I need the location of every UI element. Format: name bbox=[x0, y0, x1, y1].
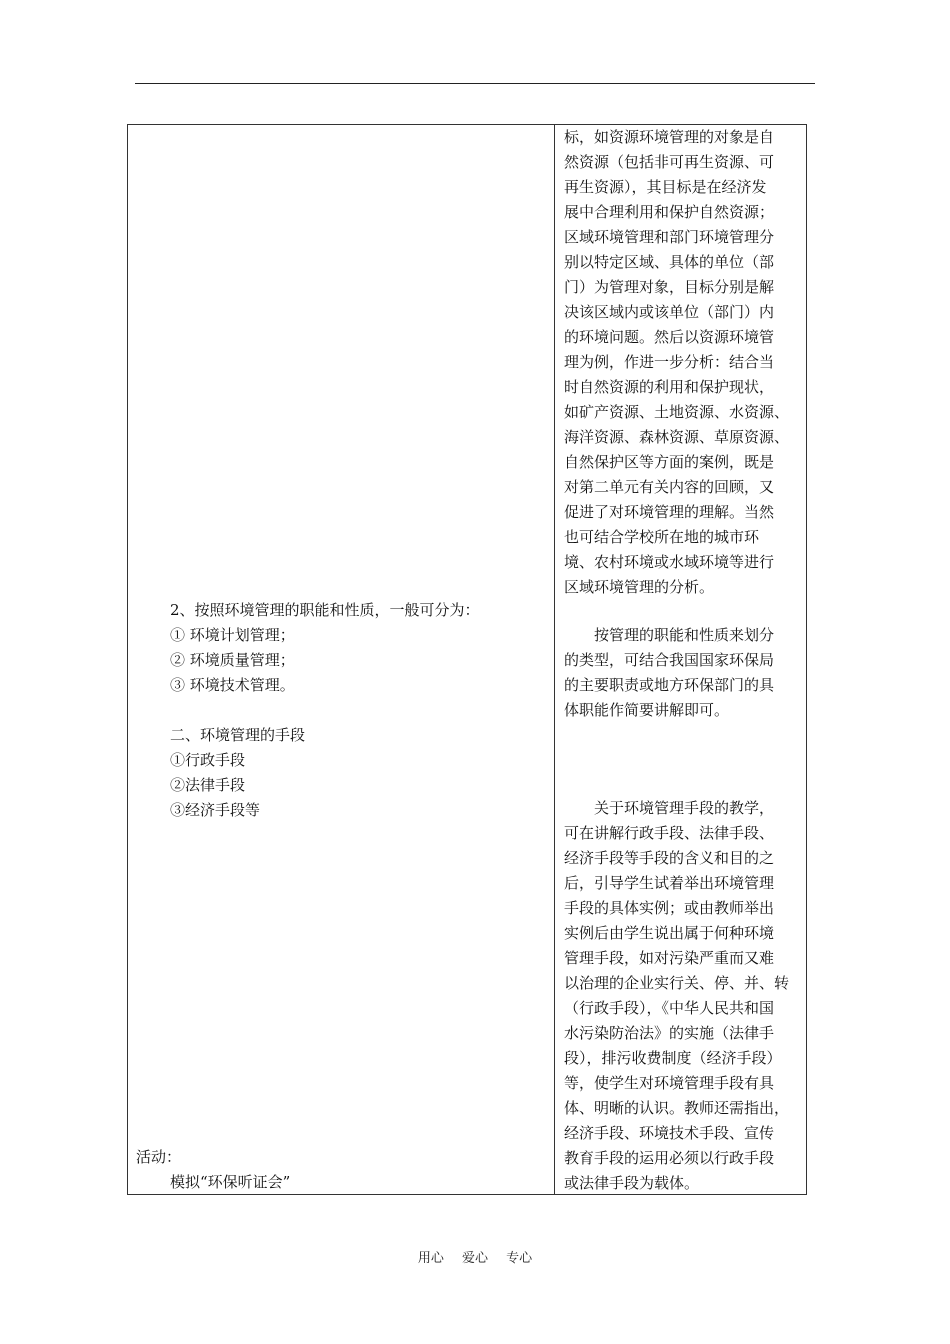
footer-word: 爱心 bbox=[461, 1251, 488, 1266]
type-item-2: ② 环境质量管理； bbox=[170, 651, 295, 669]
para3-line: 等，使学生对环境管理手段有具 bbox=[564, 1074, 775, 1092]
para1-line: 的环境问题。然后以资源环境管 bbox=[564, 328, 775, 346]
footer-word: 用心 bbox=[417, 1251, 444, 1266]
para3-line: （行政手段），《中华人民共和国 bbox=[564, 999, 775, 1017]
para1-line: 也可结合学校所在地的城市环 bbox=[564, 528, 760, 546]
para1-line: 时自然资源的利用和保护现状， bbox=[564, 378, 775, 396]
para1-line: 门）为管理对象，目标分别是解 bbox=[564, 278, 775, 296]
type-item-1: ① 环境计划管理； bbox=[170, 626, 295, 644]
para1-line: 标，如资源环境管理的对象是自 bbox=[564, 128, 775, 146]
para3-line: 实例后由学生说出属于何种环境 bbox=[564, 924, 775, 942]
means-item-2: ②法律手段 bbox=[170, 776, 246, 794]
para3-line: 水污染防治法》的实施（法律手 bbox=[564, 1024, 775, 1042]
para2-line: 的主要职责或地方环保部门的具 bbox=[564, 676, 775, 694]
header-rule bbox=[135, 83, 815, 84]
para2-line: 按管理的职能和性质来划分 bbox=[594, 626, 775, 644]
para1-line: 海洋资源、森林资源、草原资源、 bbox=[564, 428, 790, 446]
para3-line: 手段的具体实例；或由教师举出 bbox=[564, 899, 775, 917]
means-item-1: ①行政手段 bbox=[170, 751, 246, 769]
para1-line: 对第二单元有关内容的回顾，又 bbox=[564, 478, 775, 496]
column-divider bbox=[554, 125, 555, 1194]
para1-line: 展中合理利用和保护自然资源； bbox=[564, 203, 775, 221]
para3-line: 管理手段，如对污染严重而又难 bbox=[564, 949, 775, 967]
activity-label: 活动： bbox=[136, 1148, 182, 1166]
para3-line: 教育手段的运用必须以行政手段 bbox=[564, 1149, 775, 1167]
means-item-3: ③经济手段等 bbox=[170, 801, 261, 819]
para1-line: 区域环境管理的分析。 bbox=[564, 578, 715, 596]
para3-line: 后，引导学生试着举出环境管理 bbox=[564, 874, 775, 892]
para2-line: 的类型，可结合我国国家环保局 bbox=[564, 651, 775, 669]
para1-line: 理为例，作进一步分析：结合当 bbox=[564, 353, 775, 371]
activity-item: 模拟“环保听证会” bbox=[170, 1173, 291, 1191]
para3-line: 体、明晰的认识。教师还需指出， bbox=[564, 1099, 790, 1117]
para1-line: 促进了对环境管理的理解。当然 bbox=[564, 503, 775, 521]
para3-line: 以治理的企业实行关、停、并、转 bbox=[564, 974, 790, 992]
para3-line: 可在讲解行政手段、法律手段、 bbox=[564, 824, 775, 842]
para3-line: 关于环境管理手段的教学， bbox=[594, 799, 775, 817]
type-item-3: ③ 环境技术管理。 bbox=[170, 676, 295, 694]
footer-word: 专心 bbox=[506, 1251, 533, 1266]
para1-line: 境、农村环境或水域环境等进行 bbox=[564, 553, 775, 571]
section-means-title: 二、环境管理的手段 bbox=[170, 726, 306, 744]
para3-line: 或法律手段为载体。 bbox=[564, 1174, 700, 1192]
para1-line: 如矿产资源、土地资源、水资源、 bbox=[564, 403, 790, 421]
section-2-title: 2、按照环境管理的职能和性质，一般可分为： bbox=[170, 601, 480, 619]
para1-line: 然资源（包括非可再生资源、可 bbox=[564, 153, 775, 171]
para1-line: 自然保护区等方面的案例，既是 bbox=[564, 453, 775, 471]
para1-line: 再生资源），其目标是在经济发 bbox=[564, 178, 767, 196]
lesson-table bbox=[127, 124, 807, 1195]
page-footer bbox=[0, 1247, 950, 1266]
para1-line: 决该区域内或该单位（部门）内 bbox=[564, 303, 775, 321]
para3-line: 经济手段、环境技术手段、宣传 bbox=[564, 1124, 775, 1142]
para1-line: 别以特定区域、具体的单位（部 bbox=[564, 253, 775, 271]
para1-line: 区域环境管理和部门环境管理分 bbox=[564, 228, 775, 246]
para3-line: 段），排污收费制度（经济手段） bbox=[564, 1049, 782, 1067]
para3-line: 经济手段等手段的含义和目的之 bbox=[564, 849, 775, 867]
para2-line: 体职能作简要讲解即可。 bbox=[564, 701, 730, 719]
